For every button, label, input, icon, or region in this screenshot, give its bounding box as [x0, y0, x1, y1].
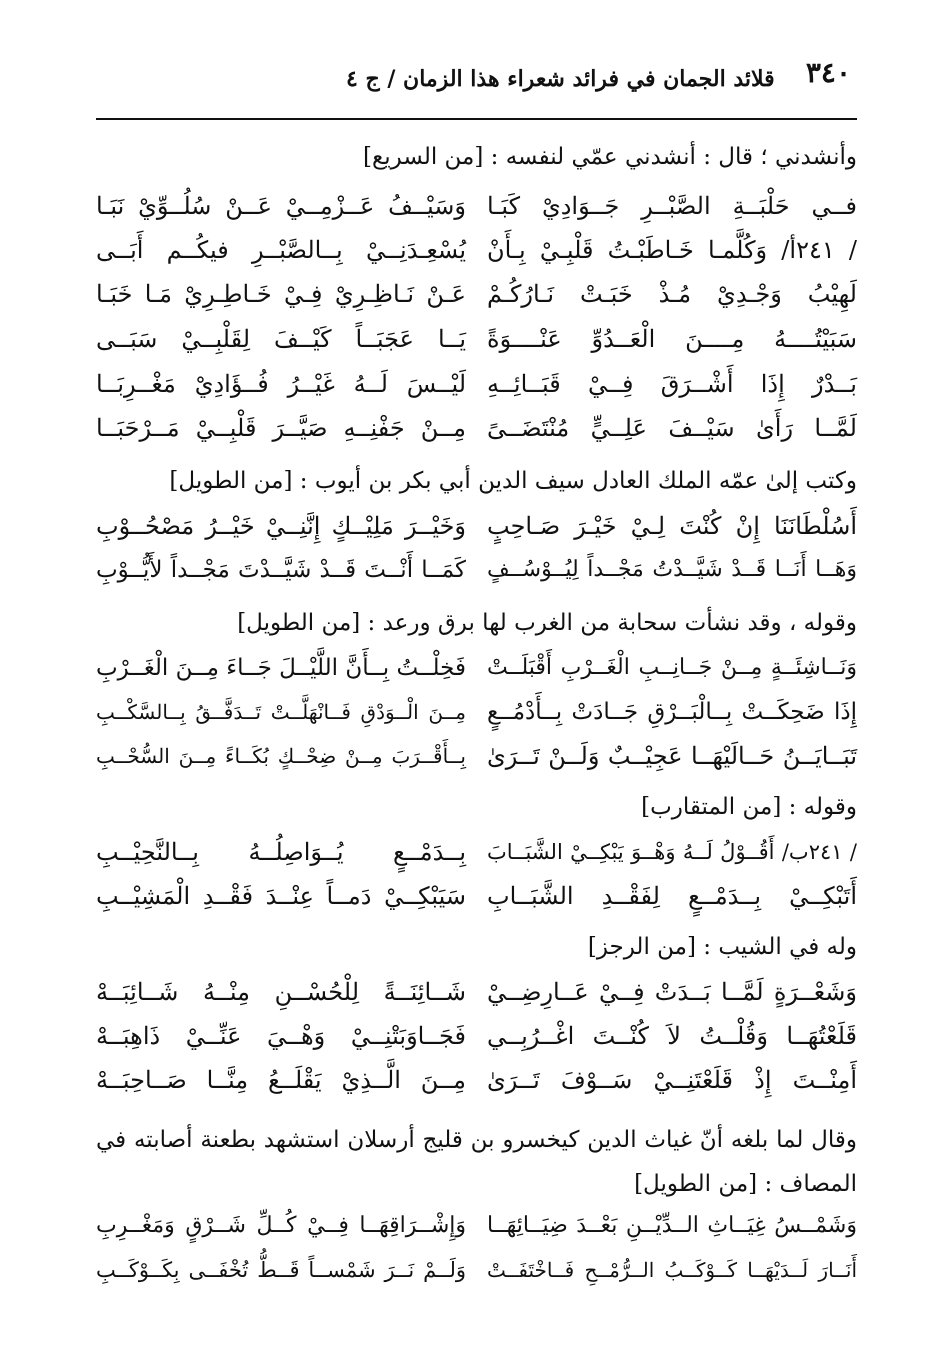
section-intro: وله في الشيب : [من الرجز]	[587, 934, 857, 960]
verse-first-hemistich: أَتَبْكِــيْ بِــدَمْــعٍ لِفَقْــدِ الشَّبَــابِ	[487, 882, 857, 910]
verse-line	[96, 830, 857, 874]
verse-first-hemistich: قَلَعْتُهَــا وَقُلْــتُ لاَ كُنْــتَ اغْــرُبِــي	[487, 1022, 857, 1050]
verse-line	[96, 406, 857, 450]
section-intro: وكتب إلىٰ عمّه الملك العادل سيف الدين أبي بكر بن أيوب : [من الطويل]	[169, 468, 857, 494]
header-rule	[96, 118, 857, 120]
section-prose: وقال لما بلغه أنّ غياث الدين كيخسرو بن قليج أرسلان استشهد بطعنة أصابته في المصاف : [من الطويل]	[96, 1127, 857, 1197]
verse-first-hemistich: أَمِنْــتَ إِذْ قَلَعْتَنِــيْ سَــوْفَ تَــرَىٰ	[487, 1066, 857, 1094]
verse-line	[96, 646, 857, 690]
verse-second-hemistich: وَلَــمْ نَــرَ شَمْســاً قَــطُّ تُخْفَــى بِكَــوْكَــبِ	[96, 1258, 466, 1282]
verse-second-hemistich: شَــائِنَــةً لِلْحُسْــنِ مِنْــهُ شَــائِبَــهْ	[96, 978, 466, 1006]
verse-first-hemistich: سَبَيْتُــــهُ مِــــنَ الْعَــدُوِّ عَنْــــوَةً	[487, 325, 857, 353]
verse-first-hemistich: إِذَا ضَحِكَــتْ بِــالْبَــرْقِ جَــادَتْ بِــأَدْمُــعٍ	[487, 699, 857, 725]
verse-second-hemistich: بِــدَمْــعٍ يُــوَاصِلُــهُ بِــالنَّحِيْــبِ	[96, 838, 466, 866]
verse-line	[96, 690, 857, 734]
verse-first-hemistich: فــي حَلْبَــةِ الصَّبْــرِ جَــوَادِيْ كَبَـا	[487, 192, 857, 220]
verse-line	[96, 1058, 857, 1102]
verse-second-hemistich: فَخِلْــتُ بِــأَنَّ اللَّيْــلَ جَــاءَ مِــنَ الْغَــرْبِ	[96, 655, 466, 681]
verse-line	[96, 1014, 857, 1058]
verse-line	[96, 874, 857, 918]
section-intro: وقوله ، وقد نشأت سحابة من الغرب لها برق ورعد : [من الطويل]	[237, 610, 857, 636]
verse-second-hemistich: بِــأَقْــرَبَ مِــنْ ضِحْــكٍ بُكَــاءً مِــنَ السُّحْــبِ	[96, 744, 466, 768]
page-header	[96, 52, 857, 102]
verse-second-hemistich: كَمَــا أَنْــتَ قَــدْ شَيَّــدْتَ مَجْــداً لأَيُّــوْبِ	[96, 557, 466, 583]
verse-second-hemistich: مِــنَ الْــوَدْقِ فَــانْهَلَّــتْ تَــدَفَّــقُ بِــالسَّكْــبِ	[96, 700, 466, 724]
verse-second-hemistich: وَخَيْــرَ مَلِيْــكٍ إِنَّنِــيْ خَيْــرُ مَصْحُــوْبِ	[96, 512, 466, 540]
section-intro: وقوله : [من المتقارب]	[641, 794, 857, 820]
verse-second-hemistich: يَــا عَجَبَــاً كَيْــفَ لِقَلْبِــيْ سَبَــى	[96, 325, 466, 353]
verse-line	[96, 970, 857, 1014]
verse-first-hemistich: / ٢٤١ب/ أَقُــوْلُ لَــهُ وَهْــوَ يَبْكِــيْ الشَّبَــابَ	[487, 840, 857, 864]
verse-first-hemistich: لَهِيْبُ وَجْـدِيْ مُـذْ خَبَـتْ نَـارُكُـمْ	[487, 280, 857, 308]
verse-first-hemistich: بَــدْرٌ إِذَا أَشْــرَقَ فِــيْ قَبَــائِــهِ	[487, 370, 857, 398]
verse-first-hemistich: وَهَــا أَنَــا قَــدْ شَيَّــدْتُ مَجْــداً لِيُــوْسُــفٍ	[487, 557, 857, 582]
verse-line	[96, 1248, 857, 1292]
verse-line	[96, 1204, 857, 1248]
verse-line	[96, 734, 857, 778]
verse-line	[96, 184, 857, 228]
verse-second-hemistich: عَـنْ نَـاظِـرِيْ فِـيْ خَـاطِـرِيْ مَـا خَبَـا	[96, 280, 466, 308]
verse-first-hemistich: / ٢٤١أ/ وَكُلَّمـا خَـاطَبْـتُ قَلْبِـيْ بِـأَنْ	[487, 236, 858, 264]
verse-second-hemistich: يُسْعِـدَنِــيْ بِــالصَّبْــرِ فيكُــم أَبَــى	[96, 236, 466, 264]
verse-first-hemistich: لَمَّــا رَأَىٰ سَيْــفَ عَلِــيٍّ مُنْتَضَــىً	[487, 414, 857, 442]
running-title: قلائد الجمان في فرائد شعراء هذا الزمان / ج ٤	[346, 66, 775, 92]
verse-first-hemistich: وَشَعْــرَةٍ لَمَّــا بَــدَتْ فِــيْ عَــارِضِــيْ	[487, 978, 857, 1006]
verse-line	[96, 548, 857, 592]
verse-line	[96, 504, 857, 548]
verse-second-hemistich: مِــنَ الَّــذِيْ يَقْلَــعُ مِنَّــا صَــاحِبَــهْ	[96, 1066, 466, 1094]
verse-second-hemistich: فَجَــاوَبَتْنِــيْ وَهْــيَ عَنِّــيْ ذَاهِبَــهْ	[96, 1022, 466, 1050]
verse-first-hemistich: أَنَــارَ لَــدَيْهَــا كَــوْكَــبُ الــرُّمْــحِ فَــاخْتَفَــتْ	[487, 1258, 857, 1282]
verse-line	[96, 362, 857, 406]
page-number: ٣٤٠	[805, 56, 851, 89]
verse-second-hemistich: مِــنْ جَفْنِــهِ صَيَّــرَ قَلْبِــيْ مَــرْحَبَــا	[96, 414, 466, 442]
verse-first-hemistich: وَنَــاشِئَــةٍ مِــنْ جَــانِــبِ الْغَــرْبِ أَقْبَلَــتْ	[487, 655, 857, 680]
verse-second-hemistich: سَيَبْكِــيْ دَمــاً عِنْــدَ فَقْــدِ الْمَشِيْــبِ	[96, 882, 466, 910]
verse-second-hemistich: وَإِشْــرَاقِهَــا فِــيْ كُــلِّ شَــرْقٍ وَمَغْــرِبِ	[96, 1213, 466, 1238]
verse-second-hemistich: لَيْــسَ لَــهُ غَيْــرُ فُــؤَادِيْ مَغْــرِبَــا	[96, 370, 466, 398]
verse-second-hemistich: وَسَيْــفُ عَــزْمِــيْ عَــنْ سُلُــوِّيْ نَبَـا	[96, 192, 466, 220]
section-intro: وأنشدني ؛ قال : أنشدني عمّي لنفسه : [من السريع]	[363, 144, 857, 170]
verse-first-hemistich: وَشَمْــسُ غِيَــاثِ الــدِّيْــنِ بَعْــدَ ضِيَــائِهَــا	[487, 1213, 857, 1238]
verse-first-hemistich: تَبَــايَــنُ حَــالَيْهَــا عَجِيْــبٌ وَلَــنْ تَــرَىٰ	[487, 742, 857, 770]
verse-line	[96, 272, 857, 316]
verse-line	[96, 228, 857, 272]
verse-first-hemistich: أَسُلْطَانَنَا إِنْ كُنْتَ لِـيْ خَيْـرَ صَـاحِبٍ	[487, 512, 857, 540]
verse-line	[96, 317, 857, 361]
